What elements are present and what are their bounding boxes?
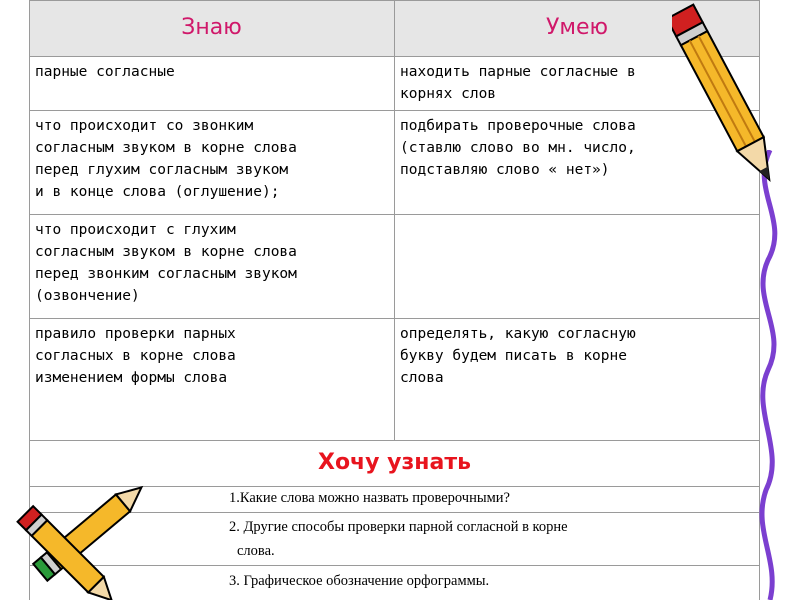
know-cell-2: что происходит со звонким согласным звуком в корне слова перед глухим согласным звуком и в конце слова (оглушение);	[35, 118, 297, 200]
header-know: Знаю	[29, 0, 394, 56]
header-can: Умею	[394, 0, 760, 56]
grid-line	[29, 440, 760, 441]
grid-line	[29, 56, 760, 57]
can-cell-2: подбирать проверочные слова (ставлю слово во мн. число, подставляю слово « нет»)	[400, 118, 636, 178]
question-1: 1.Какие слова можно назвать проверочными?	[229, 490, 510, 506]
know-cell-4: правило проверки парных согласных в корне слова изменением формы слова	[35, 326, 236, 386]
question-2: 2. Другие способы проверки парной согласной в корне	[229, 519, 568, 535]
grid-line	[29, 214, 760, 215]
know-cell-3: что происходит с глухим согласным звуком в корне слова перед звонким согласным звуком (озвончение)	[35, 222, 297, 304]
can-cell-3	[394, 214, 724, 318]
grid-line	[29, 110, 760, 111]
can-cell-4: определять, какую согласную букву будем писать в корне слова	[400, 326, 636, 386]
question-2-cont: слова.	[237, 543, 275, 559]
want-to-know-title: Хочу узнать	[317, 450, 471, 475]
grid-line	[394, 0, 395, 440]
grid-line	[29, 318, 760, 319]
pencils-icon	[0, 480, 170, 600]
question-3: 3. Графическое обозначение орфограммы.	[229, 573, 490, 589]
ribbon-icon	[740, 150, 800, 600]
grid-line	[29, 0, 760, 1]
can-cell-1: находить парные согласные в корнях слов	[400, 64, 636, 102]
pencil-icon	[672, 0, 782, 200]
know-cell-1: парные согласные	[35, 64, 175, 80]
